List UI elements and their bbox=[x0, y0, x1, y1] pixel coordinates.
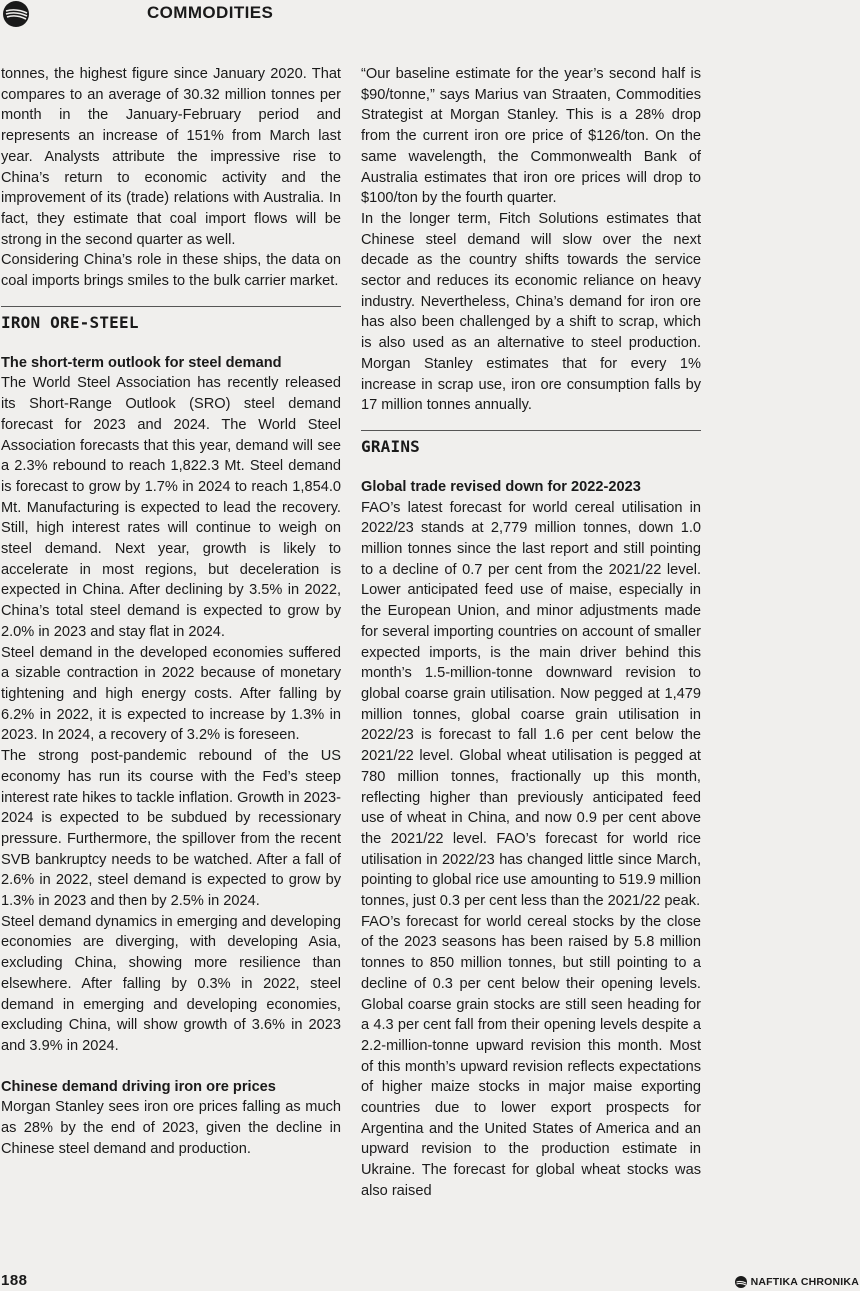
section-heading-iron-ore: IRON ORE-STEEL bbox=[1, 312, 139, 332]
footer-brand bbox=[735, 1275, 859, 1289]
page-number: 188 bbox=[1, 1272, 28, 1289]
paragraph: “Our baseline estimate for the year’s second half is $90/tonne,” says Marius van Straaten, Commodities Strategist at Morgan Stanley. This is a 28% drop from the current iron ore price of $126/ton. On the same wavelength, the Commonwealth Bank of Australia estimates that iron ore prices will drop to $100/ton by the fourth quarter. bbox=[361, 66, 701, 207]
subheading-chinese-demand: Chinese demand driving iron ore prices bbox=[1, 1078, 276, 1095]
paragraph: The World Steel Association has recently released its Short-Range Outlook (SRO) steel demand forecast for 2023 and 2024. The World Steel Association forecasts that this year, demand will see a 2.3% rebound to reach 1,822.3 Mt. Steel demand is forecast to grow by 1.7% in 2024 to reach 1,854.0 Mt. Manufacturing is expected to lead the recovery. Still, high interest rates will continue to weigh on steel demand. Next year, growth is likely to accelerate in most regions, but deceleration is expected in China. After declining by 3.5% in 2022, China’s total steel demand is expected to grow by 2.0% in 2023 and stay flat in 2024. bbox=[1, 375, 341, 640]
subheading-steel-outlook: The short-term outlook for steel demand bbox=[1, 354, 282, 371]
left-column bbox=[1, 64, 341, 1159]
paragraph: FAO’s forecast for world cereal stocks by the close of the 2023 seasons has been raised by 5.8 million tonnes to 850 million tonnes, but still pointing to a decline of 0.3 per cent below their opening levels. Global coarse grain stocks are still seen heading for a 4.3 per cent fall from their opening levels despite a 2.2-million-tonne upward revision this month. Most of this month’s upward revision reflects expectations of higher maize stocks in major maise exporting countries due to lower export prospects for Argentina and the United States of America and an upward revision to the production estimate in Ukraine. The forecast for global wheat stocks was also raised bbox=[361, 913, 701, 1199]
paragraph: Morgan Stanley sees iron ore prices falling as much as 28% by the end of 2023, given the decline in Chinese steel demand and production. bbox=[1, 1099, 341, 1157]
section-title: COMMODITIES bbox=[147, 3, 274, 22]
paragraph: The strong post-pandemic rebound of the US economy has run its course with the Fed’s steep interest rate hikes to tackle inflation. Growth in 2023-2024 is expected to be subdued by recessionary pressure. Furthermore, the spillover from the recent SVB bankruptcy needs to be watched. After a fall of 2.6% in 2022, steel demand is expected to grow by 1.3% in 2023 and then by 2.5% in 2024. bbox=[1, 748, 341, 910]
brand-logo-icon bbox=[735, 1276, 747, 1288]
paragraph: Steel demand dynamics in emerging and developing economies are diverging, with developing Asia, excluding China, showing more resilience than elsewhere. After falling by 0.3% in 2022, steel demand in emerging and developing economies, excluding China, will show growth of 3.6% in 2023 and 3.9% in 2024. bbox=[1, 913, 341, 1054]
section-heading-grains: GRAINS bbox=[361, 436, 420, 456]
magazine-logo-icon bbox=[3, 1, 29, 27]
paragraph: In the longer term, Fitch Solutions estimates that Chinese steel demand will slow over the next decade as the country shifts towards the service sector and reduces its economic reliance on heavy industry. Nevertheless, China’s demand for iron ore has also been challenged by a shift to scrap, which is also used as an alternative to steel production. Morgan Stanley estimates that for every 1% increase in scrap use, iron ore consumption falls by 17 million tonnes annually. bbox=[361, 210, 701, 414]
intro-paragraph-2: Considering China’s role in these ships, the data on coal imports brings smiles to the bulk carrier market. bbox=[1, 252, 341, 290]
paragraph: Steel demand in the developed economies suffered a sizable contraction in 2022 because of monetary tightening and high energy costs. After falling by 6.2% in 2022, it is expected to increase by 1.3% in 2023. In 2024, a recovery of 3.2% is foreseen. bbox=[1, 644, 341, 744]
intro-paragraph: tonnes, the highest figure since January 2020. That compares to an average of 30.32 million tonnes per month in the January-February period and represents an increase of 151% from March last year. Analysts attribute the impressive rise to China’s return to economic activity and the improvement of its (trade) relations with Australia. In fact, they estimate that coal import flows will be strong in the second quarter as well. bbox=[1, 66, 341, 248]
right-column bbox=[361, 64, 701, 1202]
subheading-global-trade: Global trade revised down for 2022-2023 bbox=[361, 478, 641, 495]
brand-name: NAFTIKA CHRONIKA bbox=[750, 1276, 859, 1288]
paragraph: FAO’s latest forecast for world cereal utilisation in 2022/23 stands at 2,779 million tonnes, down 1.0 million tonnes since the last report and still pointing to a decline of 0.7 per cent from the 2021/22 level. Lower anticipated feed use of maise, especially in the European Union, and minor adjustments made for several importing countries on account of smaller expected imports, is the main driver behind this month’s 1.5-million-tonne downward revision to global coarse grain utilisation. Now pegged at 1,479 million tonnes, global coarse grain utilisation in 2022/23 is forecast to fall 1.6 per cent below the 2021/22 level. Global wheat utilisation is pegged at 780 million tonnes, fractionally up this month, reflecting higher than previously anticipated feed use of wheat in China, and now 0.9 per cent above the 2021/22 level. FAO’s forecast for world rice utilisation in 2022/23 has changed little since March, pointing to global rice use amounting to 519.9 million tonnes, just 0.3 per cent less than the 2021/22 peak. bbox=[361, 499, 701, 910]
page-header bbox=[0, 0, 860, 30]
